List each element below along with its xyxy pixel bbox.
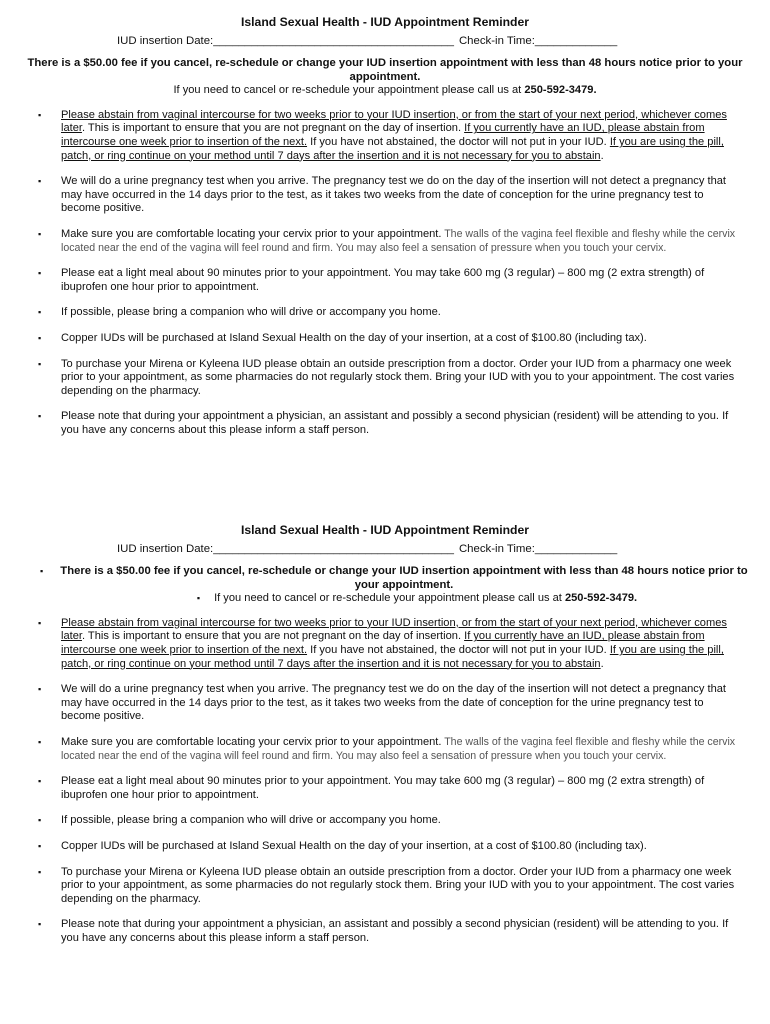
list-item-abstain	[0, 617, 770, 671]
abstain-text-5: If you are using the pill, patch, or ring continue on your method until 7 days after the insertion and it is not necessary for you to abstain	[61, 135, 724, 162]
mirena-text: To purchase your Mirena or Kyleena IUD please obtain an outside prescription from a doctor. Order your IUD from a pharmacy one week prior to your appointment, as some pharmacies do not regularly stock them. Bring your IUD with you to your appointment. The cost varies depending on the pharmacy.	[61, 357, 735, 397]
bullet-icon: ▪	[38, 268, 42, 279]
checkin-time-field[interactable]: Check-in Time:_____________	[458, 543, 618, 555]
abstain-text-3: If you currently have an IUD, please abstain from intercourse one week prior to insertion of the next.	[61, 122, 705, 148]
bullet-icon: ▪	[38, 815, 42, 826]
cancel-instructions	[0, 592, 770, 606]
list-item-meal	[0, 775, 770, 802]
fee-notice-text: There is a $50.00 fee if you cancel, re-schedule or change your IUD insertion appointment with less than 48 hours notice prior to your appointment.	[27, 57, 743, 83]
bullet-icon: ▪	[38, 736, 42, 747]
instructions-list	[0, 109, 770, 438]
bullet-icon: ▪	[38, 617, 42, 628]
insertion-date-field[interactable]: IUD insertion Date:______________________________________	[117, 35, 454, 47]
bullet-icon: ▪	[38, 307, 42, 318]
fee-notice-text: There is a $50.00 fee if you cancel, re-schedule or change your IUD insertion appointment with less than 48 hours notice prior to your appointment.	[60, 565, 748, 591]
bullet-icon: ▪	[38, 358, 42, 369]
companion-text: If possible, please bring a companion who will drive or accompany you home.	[61, 814, 441, 827]
document-title: Island Sexual Health - IUD Appointment Reminder	[240, 15, 530, 29]
list-item-mirena	[0, 358, 770, 399]
abstain-text-2: . This is important to ensure that you are not pregnant on the day of insertion.	[81, 122, 465, 135]
cancellation-fee-notice	[0, 57, 770, 84]
list-item-copper	[0, 332, 770, 346]
list-item-abstain	[0, 109, 770, 163]
list-item-urine-test	[0, 683, 770, 724]
abstain-text-3: If you currently have an IUD, please abstain from intercourse one week prior to insertion of the next.	[61, 630, 705, 656]
call-text: If you need to cancel or re-schedule your appointment please call us at	[173, 84, 525, 97]
bullet-icon: ▪	[38, 840, 42, 851]
cervix-text: Make sure you are comfortable locating your cervix prior to your appointment.	[61, 227, 442, 240]
cervix-detail-text: The walls of the vagina feel flexible and fleshy while the cervix located near the end of the vagina will feel round and firm. You may also feel a sensation of pressure when you touch your cervix.	[61, 227, 736, 254]
bullet-icon: ▪	[38, 228, 42, 239]
urine-test-text: We will do a urine pregnancy test when you arrive. The pregnancy test we do on the day of the insertion will not detect a pregnancy that may have occurred in the 14 days prior to the test, as it takes two weeks from the date of conception for the urine pregnancy test to become positive.	[61, 175, 726, 215]
meal-text: Please eat a light meal about 90 minutes prior to your appointment. You may take 600 mg (3 regular) – 800 mg (2 extra strength) of ibuprofen one hour prior to appointment.	[61, 775, 705, 801]
checkin-time-field[interactable]: Check-in Time:_____________	[458, 35, 618, 47]
bullet-icon: ▪	[38, 176, 42, 187]
abstain-text-4: If you have not abstained, the doctor will not put in your IUD.	[307, 135, 610, 148]
reminder-copy-2	[0, 522, 770, 957]
bullet-icon: ▪	[196, 593, 201, 604]
physician-text: Please note that during your appointment a physician, an assistant and possibly a second physician (resident) will be attending to you. If you have any concerns about this please inform a staff person.	[61, 918, 729, 944]
bullet-icon: ▪	[38, 776, 42, 787]
cervix-detail-text: The walls of the vagina feel flexible and fleshy while the cervix located near the end of the vagina will feel round and firm. You may also feel a sensation of pressure when you touch your cervix.	[61, 735, 736, 762]
phone-number: 250-592-3479.	[524, 84, 597, 97]
document-title: Island Sexual Health - IUD Appointment Reminder	[240, 523, 530, 537]
bullet-icon: ▪	[40, 566, 44, 576]
abstain-text-5: If you are using the pill, patch, or ring continue on your method until 7 days after the insertion and it is not necessary for you to abstain	[61, 643, 724, 670]
list-item-urine-test	[0, 175, 770, 216]
reminder-copy-1	[0, 14, 770, 449]
bullet-icon: ▪	[38, 866, 42, 877]
appointment-fields	[0, 34, 770, 48]
abstain-text-1: Please abstain from vaginal intercourse for two weeks prior to your IUD insertion, or from the start of your next period, whichever comes later	[61, 616, 727, 643]
phone-number: 250-592-3479.	[564, 592, 638, 605]
list-item-meal	[0, 267, 770, 294]
mirena-text: To purchase your Mirena or Kyleena IUD please obtain an outside prescription from a doctor. Order your IUD from a pharmacy one week prior to your appointment, as some pharmacies do not regularly stock them. Bring your IUD with you to your appointment. The cost varies depending on the pharmacy.	[61, 865, 735, 905]
insertion-date-field[interactable]: IUD insertion Date:______________________________________	[117, 543, 454, 555]
abstain-text-2: . This is important to ensure that you are not pregnant on the day of insertion.	[81, 630, 465, 643]
appointment-fields	[0, 542, 770, 556]
abstain-text-4: If you have not abstained, the doctor will not put in your IUD.	[307, 643, 610, 656]
cervix-text: Make sure you are comfortable locating your cervix prior to your appointment.	[61, 735, 442, 748]
call-text: If you need to cancel or re-schedule your appointment please call us at	[214, 592, 565, 605]
bullet-icon: ▪	[38, 684, 42, 695]
bullet-icon: ▪	[38, 919, 42, 930]
instructions-list	[0, 617, 770, 946]
bullet-icon: ▪	[38, 332, 42, 343]
cancellation-fee-notice	[0, 565, 770, 592]
abstain-text-1: Please abstain from vaginal intercourse for two weeks prior to your IUD insertion, or from the start of your next period, whichever comes later	[61, 108, 727, 135]
list-item-copper	[0, 840, 770, 854]
cancel-instructions	[0, 84, 770, 98]
copper-text: Copper IUDs will be purchased at Island Sexual Health on the day of your insertion, at a cost of $100.80 (including tax).	[61, 839, 647, 852]
urine-test-text: We will do a urine pregnancy test when you arrive. The pregnancy test we do on the day of the insertion will not detect a pregnancy that may have occurred in the 14 days prior to the test, as it takes two weeks from the date of conception for the urine pregnancy test to become positive.	[61, 683, 726, 723]
abstain-text-6: .	[600, 149, 604, 162]
list-item-physician	[0, 918, 770, 945]
abstain-text-6: .	[600, 657, 604, 670]
list-item-mirena	[0, 866, 770, 907]
list-item-physician	[0, 410, 770, 437]
companion-text: If possible, please bring a companion who will drive or accompany you home.	[61, 306, 441, 319]
bullet-icon: ▪	[38, 109, 42, 120]
list-item-companion	[0, 306, 770, 320]
list-item-cervix	[0, 228, 770, 255]
copper-text: Copper IUDs will be purchased at Island Sexual Health on the day of your insertion, at a cost of $100.80 (including tax).	[61, 331, 647, 344]
physician-text: Please note that during your appointment a physician, an assistant and possibly a second physician (resident) will be attending to you. If you have any concerns about this please inform a staff person.	[61, 410, 729, 436]
list-item-cervix	[0, 736, 770, 763]
bullet-icon: ▪	[38, 411, 42, 422]
list-item-companion	[0, 814, 770, 828]
meal-text: Please eat a light meal about 90 minutes prior to your appointment. You may take 600 mg (3 regular) – 800 mg (2 extra strength) of ibuprofen one hour prior to appointment.	[61, 267, 705, 293]
